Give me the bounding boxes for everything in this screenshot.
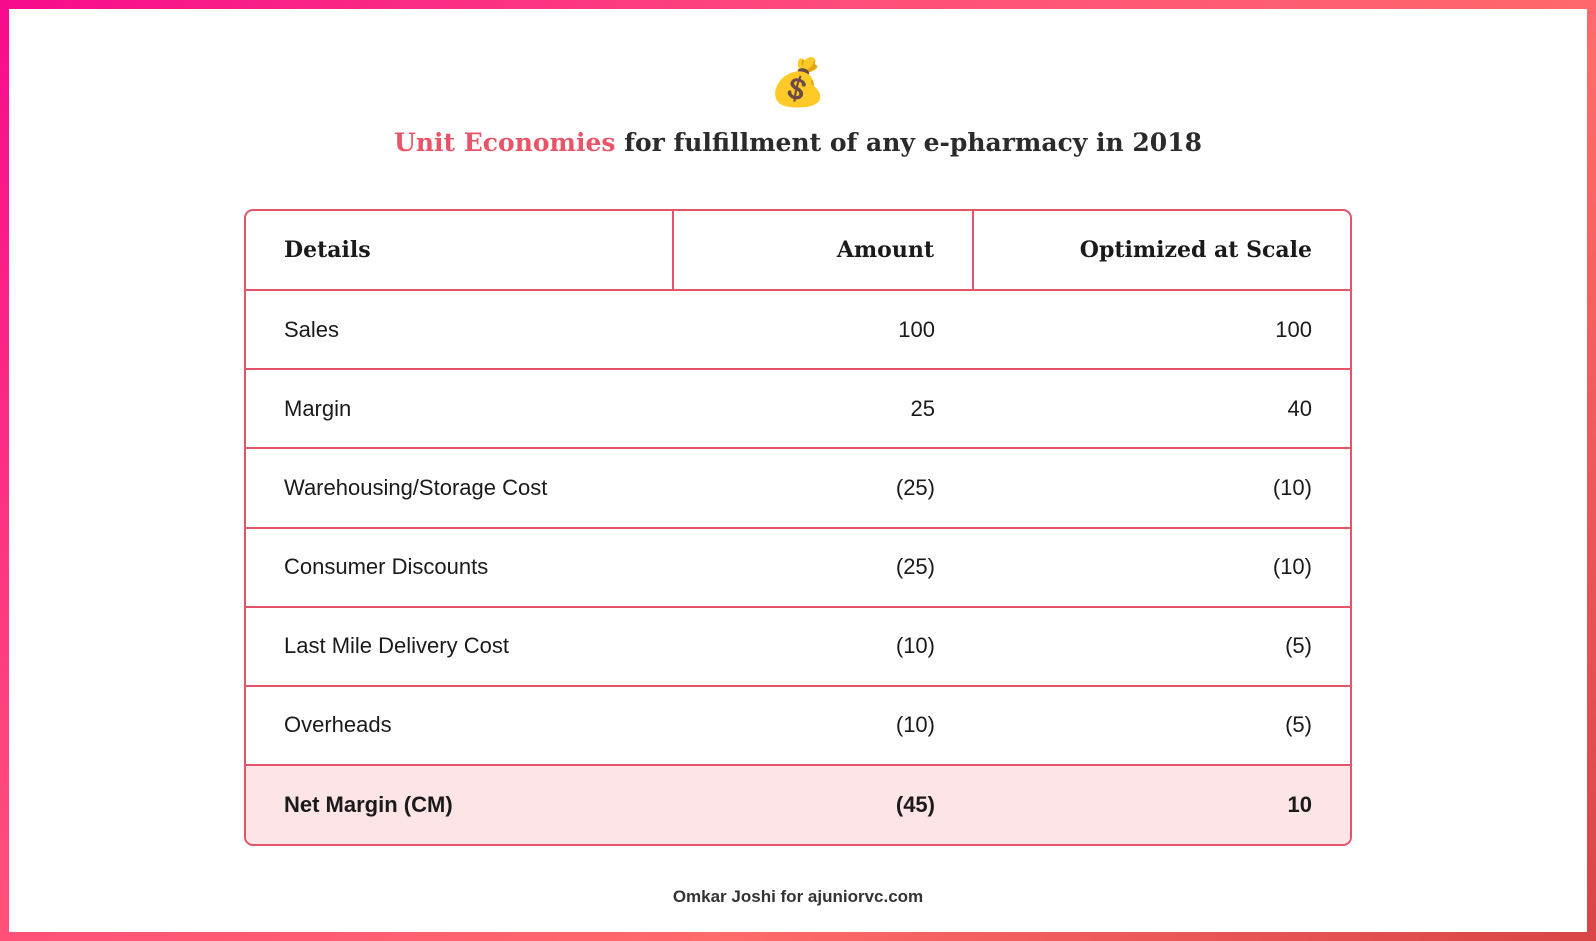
total-optimized: 10 <box>973 765 1350 844</box>
infographic-card <box>9 9 1587 932</box>
table-total-row <box>246 765 1350 844</box>
table-row <box>246 686 1350 765</box>
row-detail: Margin <box>246 369 673 448</box>
row-optimized: (5) <box>973 686 1350 765</box>
row-detail: Warehousing/Storage Cost <box>246 448 673 527</box>
row-optimized: (5) <box>973 607 1350 686</box>
title-rest: for fulfillment of any e-pharmacy in 2018 <box>615 128 1202 157</box>
column-header-amount: Amount <box>673 211 973 290</box>
table-header-row <box>246 211 1350 290</box>
row-amount: (25) <box>673 528 973 607</box>
row-detail: Last Mile Delivery Cost <box>246 607 673 686</box>
table-row <box>246 290 1350 369</box>
total-detail: Net Margin (CM) <box>246 765 673 844</box>
table-row <box>246 528 1350 607</box>
row-amount: (10) <box>673 607 973 686</box>
row-optimized: 100 <box>973 290 1350 369</box>
total-amount: (45) <box>673 765 973 844</box>
column-header-optimized: Optimized at Scale <box>973 211 1350 290</box>
row-optimized: (10) <box>973 528 1350 607</box>
row-detail: Consumer Discounts <box>246 528 673 607</box>
row-optimized: (10) <box>973 448 1350 527</box>
row-amount: 100 <box>673 290 973 369</box>
column-header-details: Details <box>284 237 371 264</box>
row-detail: Overheads <box>246 686 673 765</box>
row-amount: (10) <box>673 686 973 765</box>
title-accent: Unit Economies <box>394 128 616 157</box>
money-bag-icon: 💰 <box>769 55 827 109</box>
page-title <box>9 123 1587 163</box>
author-credit: Omkar Joshi for ajuniorvc.com <box>672 887 924 906</box>
table-row <box>246 369 1350 448</box>
table-row <box>246 607 1350 686</box>
unit-economics-table <box>244 209 1352 846</box>
row-amount: (25) <box>673 448 973 527</box>
row-amount: 25 <box>673 369 973 448</box>
row-optimized: 40 <box>973 369 1350 448</box>
row-detail: Sales <box>246 290 673 369</box>
table-row <box>246 448 1350 527</box>
